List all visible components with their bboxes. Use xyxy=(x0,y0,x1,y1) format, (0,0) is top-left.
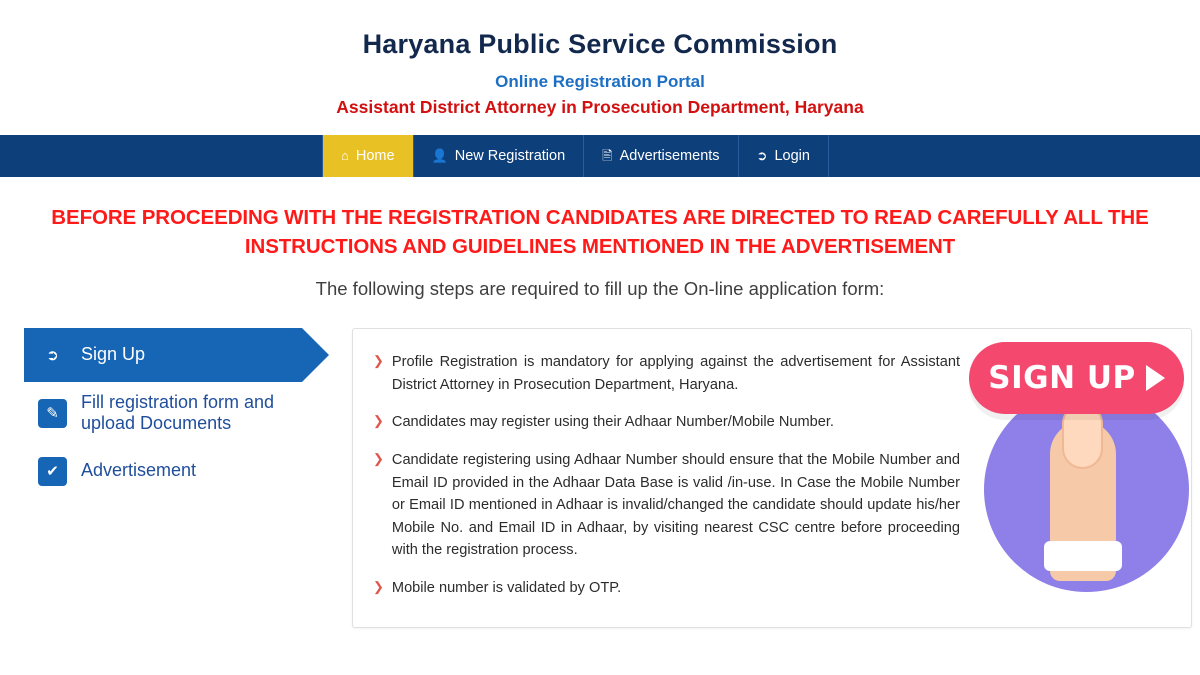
registration-warning: BEFORE PROCEEDING WITH THE REGISTRATION CANDIDATES ARE DIRECTED TO READ CAREFULLY ALL THE INSTRUCTIONS AND GUIDELINES MENTIONED IN THE ADVERTISEMENT xyxy=(51,205,1149,259)
step-sign-up-label: Sign Up xyxy=(81,344,146,365)
home-icon: ⌂ xyxy=(341,148,349,164)
site-header xyxy=(0,0,1200,118)
nav-item-login-label: Login xyxy=(774,147,810,164)
instructions-list xyxy=(353,329,978,627)
chevron-right-icon: ❯ xyxy=(373,579,384,594)
signup-button-label: SIGN UP xyxy=(988,360,1136,397)
step-advertisement[interactable] xyxy=(24,444,324,498)
document-icon: 🖹 xyxy=(602,148,613,164)
nav-item-advertisements[interactable] xyxy=(584,135,738,177)
step-fill-registration-form[interactable] xyxy=(24,382,324,444)
nav-item-advertisements-label: Advertisements xyxy=(619,147,720,164)
list-item xyxy=(373,411,960,434)
chevron-right-icon: ❯ xyxy=(373,450,384,466)
chevron-right-icon: ❯ xyxy=(373,413,384,429)
pencil-icon: ✎ xyxy=(38,399,67,428)
hand-cuff xyxy=(1044,541,1122,571)
signin-arrow-icon: ➲ xyxy=(46,347,59,365)
page-title: Haryana Public Service Commission xyxy=(362,29,838,59)
instruction-text: Candidates may register using their Adhaar Number/Mobile Number. xyxy=(391,414,834,431)
main-content xyxy=(0,328,1200,628)
instruction-text: Candidate registering using Adhaar Number should ensure that the Mobile Number and Email ID provided in the Adhaar Data Base is valid /in-use. In Case the Mobile Number or Email ID mentioned in Adhaar is invalid/changed the candidate should update his/her Mobile No. and Email ID in Adhaar, by visiting nearest CSC centre before proceeding with the registration process. xyxy=(391,451,960,559)
list-item xyxy=(373,449,960,562)
portal-subtitle: Online Registration Portal xyxy=(495,71,705,91)
user-icon: 👤 xyxy=(431,148,448,164)
step-sign-up[interactable] xyxy=(24,328,302,382)
steps-list xyxy=(24,328,324,498)
step-advertisement-label: Advertisement xyxy=(81,460,197,481)
exam-title: Assistant District Attorney in Prosecution Department, Haryana xyxy=(336,96,864,117)
main-navigation xyxy=(0,135,1200,177)
nav-item-new-registration[interactable] xyxy=(414,135,585,177)
check-icon: ✔ xyxy=(38,457,67,486)
nav-item-login[interactable] xyxy=(739,135,829,177)
nav-item-home-label: Home xyxy=(355,147,395,164)
list-item xyxy=(373,351,960,396)
signup-illustration xyxy=(978,329,1192,627)
instruction-text: Mobile number is validated by OTP. xyxy=(391,580,622,596)
instruction-text: Profile Registration is mandatory for applying against the advertisement for Assistant District Attorney in Prosecution Department, Haryana. xyxy=(391,354,960,393)
step-fill-registration-form-label: Fill registration form and upload Documents xyxy=(81,391,275,434)
play-triangle-icon xyxy=(1146,365,1165,391)
nav-item-home[interactable] xyxy=(322,135,414,177)
instructions-panel xyxy=(352,328,1192,628)
login-icon: ➲ xyxy=(756,148,768,164)
list-item xyxy=(373,577,960,600)
steps-intro-text: The following steps are required to fill up the On-line application form: xyxy=(315,278,885,300)
chevron-right-icon: ❯ xyxy=(373,353,384,369)
signup-button-graphic[interactable] xyxy=(969,342,1184,414)
nav-item-new-registration-label: New Registration xyxy=(454,147,566,164)
